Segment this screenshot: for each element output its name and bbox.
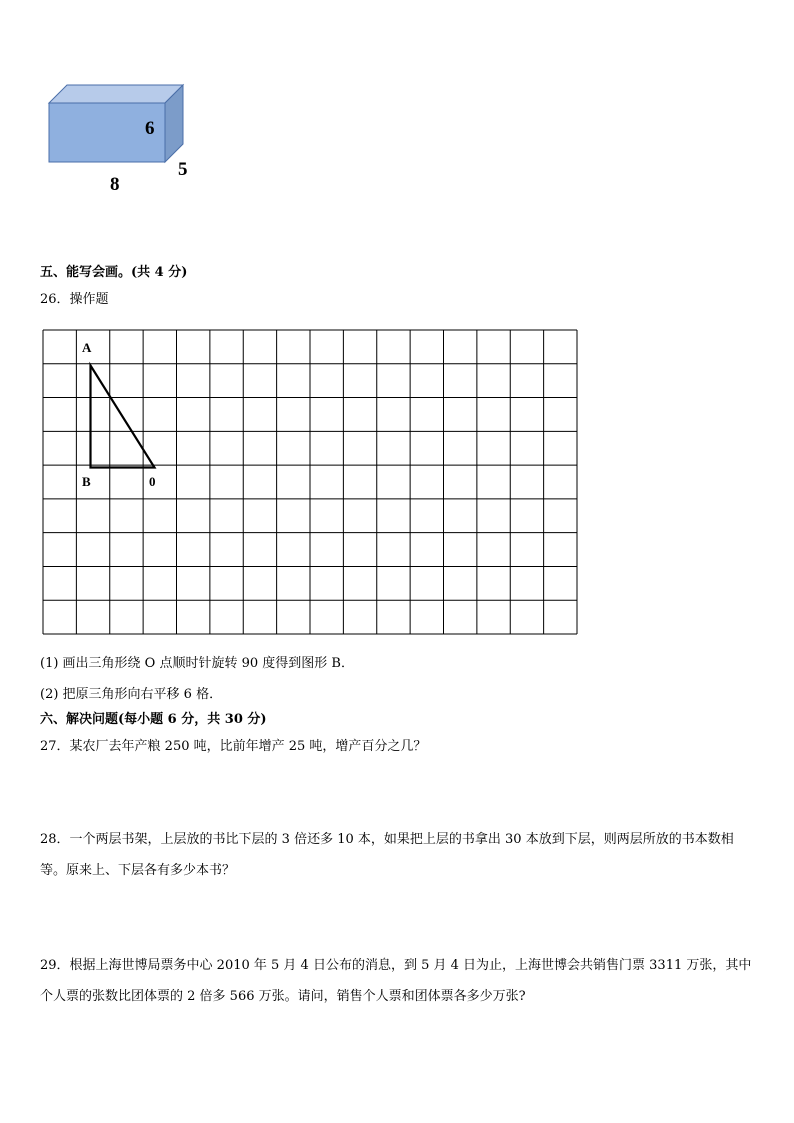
section5-heading: 五、能写会画。(共 4 分) [40, 265, 188, 280]
box-top-face [49, 85, 183, 103]
question-26-title: 26．操作题 [40, 292, 109, 307]
box-length-label: 8 [110, 174, 120, 195]
instruction-2: (2) 把原三角形向右平移 6 格． [40, 687, 223, 702]
original-triangle [91, 366, 155, 468]
question-29: 29．根据上海世博局票务中心 2010 年 5 月 4 日公布的消息，到 5 月 4 日为止，上海世博会共销售门票 3311 万张，其中个人票的张数比团体票的 2 倍多 566 万张。请问，销售个人票和团体票各多少万张? [40, 958, 752, 1004]
square-grid [42, 329, 578, 635]
box-height-label: 6 [145, 118, 155, 139]
question-27: 27．某农厂去年产粮 250 吨，比前年增产 25 吨，增产百分之几？ [40, 739, 427, 754]
point-o-label: 0 [149, 474, 156, 489]
box-depth-label: 5 [178, 159, 188, 180]
instruction-1: (1) 画出三角形绕 O 点顺时针旋转 90 度得到图形 B． [40, 656, 354, 671]
question-28: 28．一个两层书架，上层放的书比下层的 3 倍还多 10 本，如果把上层的书拿出 30 本放到下层，则两层所放的书本数相等。原来上、下层各有多少本书？ [40, 832, 734, 878]
grid-area [42, 329, 578, 635]
point-a-label: A [82, 340, 92, 355]
point-b-label: B [82, 474, 91, 489]
section6-heading: 六、解决问题(每小题 6 分，共 30 分) [40, 712, 267, 727]
